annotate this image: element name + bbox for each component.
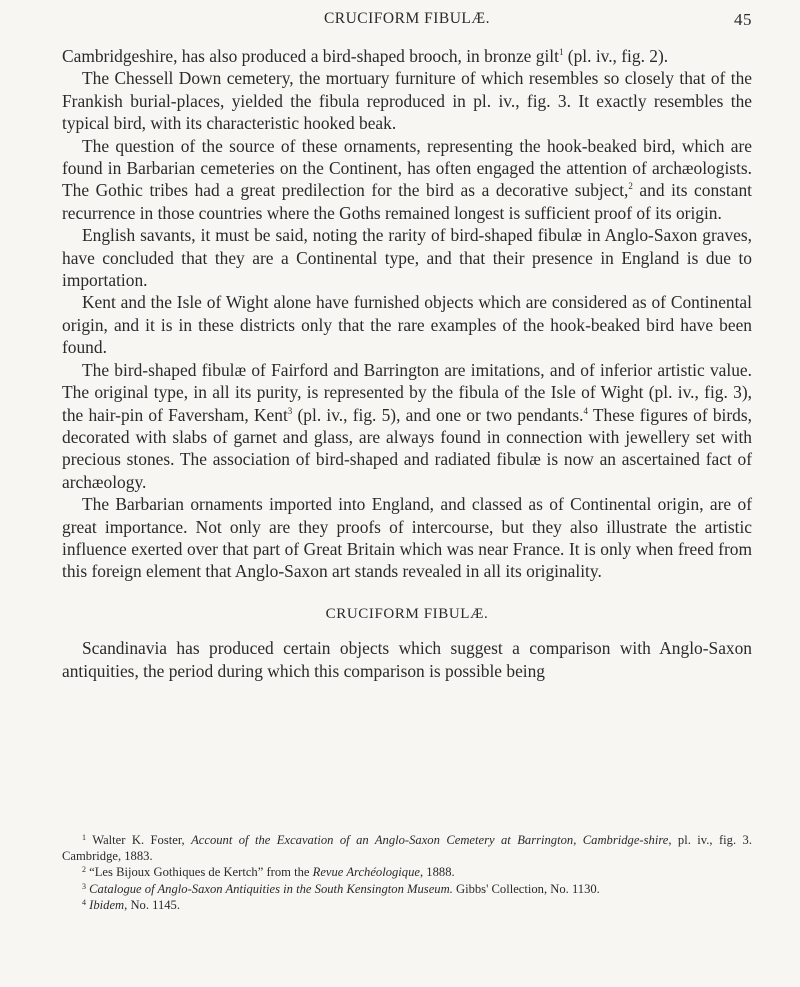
footnote-ref-4: 4: [583, 405, 588, 416]
footnote-mark-2: 2: [82, 865, 86, 875]
footnote-4-title: Ibidem: [89, 897, 125, 912]
footnote-ref-3: 3: [287, 405, 293, 416]
paragraph-7: The Barbarian ornaments imported into England, and classed as of Continental origin, are of great importance. Not only are they proofs of intercourse, but they also illustrate the artistic influence exerted over that part of Great Britain which was near France. It is only when freed from this foreign element that Anglo-Saxon art stands revealed in all its originality.: [62, 494, 752, 582]
paragraph-2: The Chessell Down cemetery, the mortuary furniture of which resembles so closely that of the Frankish burial-places, yielded the fibula reproduced in pl. iv., fig. 3. It exactly resembles the typical bird, with its characteristic hooked beak.: [62, 68, 752, 134]
paragraph-1: [62, 45, 752, 67]
paragraph-6-text: The bird-shaped fibulæ of Fairford and Barrington are imitations, and of inferior artistic value. The original type, in all its purity, is represented by the fibula of the Isle of Wight (pl. iv., fig. 3), the hair-pin of Faversham, Kent: [62, 359, 752, 425]
footnote-3: [62, 881, 752, 897]
footnote-mark-4: 4: [82, 897, 86, 907]
page-header: [62, 10, 752, 38]
body-text: [62, 45, 752, 682]
footnote-ref-1: 1: [558, 47, 564, 57]
paragraph-1-text-end: (pl. iv., fig. 2).: [563, 46, 669, 66]
paragraph-4: English savants, it must be said, noting the rarity of bird-shaped fibulæ in Anglo-Saxon graves, have concluded that they are a Continental type, and that their presence in England is due to importation.: [62, 225, 752, 291]
section-heading: CRUCIFORM FIBULÆ.: [325, 605, 489, 622]
footnote-ref-2: 2: [628, 181, 633, 192]
footnote-1-post: , pl. iv., fig. 3. Cambridge, 1883.: [62, 833, 752, 864]
paragraph-3: [62, 135, 752, 225]
running-title: CRUCIFORM FIBULÆ.: [323, 10, 491, 27]
footnote-1-title: Account of the Excavation of an Anglo-Saxon Cemetery at Barrington, Cambridge-shire: [191, 833, 669, 847]
page-number: 45: [734, 10, 752, 29]
footnote-3-post: Gibbs' Collection, No. 1130.: [452, 881, 600, 896]
footnote-2-pre: “Les Bijoux Gothiques de Kertch” from the: [86, 865, 313, 880]
paragraph-8: Scandinavia has produced certain objects which suggest a comparison with Anglo-Saxon antiquities, the period during which this comparison is possible being: [62, 638, 752, 681]
footnote-mark-1: 1: [82, 833, 86, 842]
paragraph-3-text-end: and its constant recurrence in those countries where the Goths remained longest is sufficient proof of its origin.: [62, 180, 752, 223]
paragraph-6-text-end: These figures of birds, decorated with slabs of garnet and glass, are always found in connection with jewellery set with precious stones. The association of bird-shaped and radiated fibulæ is now an ascertained fact of archæology.: [62, 404, 752, 492]
footnote-mark-3: 3: [82, 881, 86, 891]
paragraph-6: [62, 359, 752, 493]
paragraph-3-text: The question of the source of these ornaments, representing the hook-beaked bird, which are found in Barbarian cemeteries on the Continent, has often engaged the attention of archæologists. The Gothic tribes had a great predilection for the bird as a decorative subject,: [62, 135, 752, 201]
footnote-3-title: Catalogue of Anglo-Saxon Antiquities in the South Kensington Museum.: [89, 881, 453, 896]
paragraph-1-text: Cambridgeshire, has also produced a bird-shaped brooch, in bronze gilt: [62, 46, 559, 66]
footnote-2-post: , 1888.: [420, 865, 455, 880]
paragraph-5: Kent and the Isle of Wight alone have furnished objects which are considered as of Continental origin, and it is in these districts only that the rare examples of the hook-beaked bird have been found.: [62, 292, 752, 358]
footnote-2-title: Revue Archéologique: [312, 865, 420, 880]
footnote-4-post: , No. 1145.: [124, 897, 180, 912]
footnote-1: [62, 832, 752, 864]
footnotes: [62, 832, 752, 913]
footnote-4: [62, 897, 752, 913]
footnote-1-pre: Walter K. Foster,: [86, 833, 192, 847]
paragraph-6-text-mid: (pl. iv., fig. 5), and one or two pendants.: [292, 404, 584, 425]
footnote-2: [62, 864, 752, 880]
